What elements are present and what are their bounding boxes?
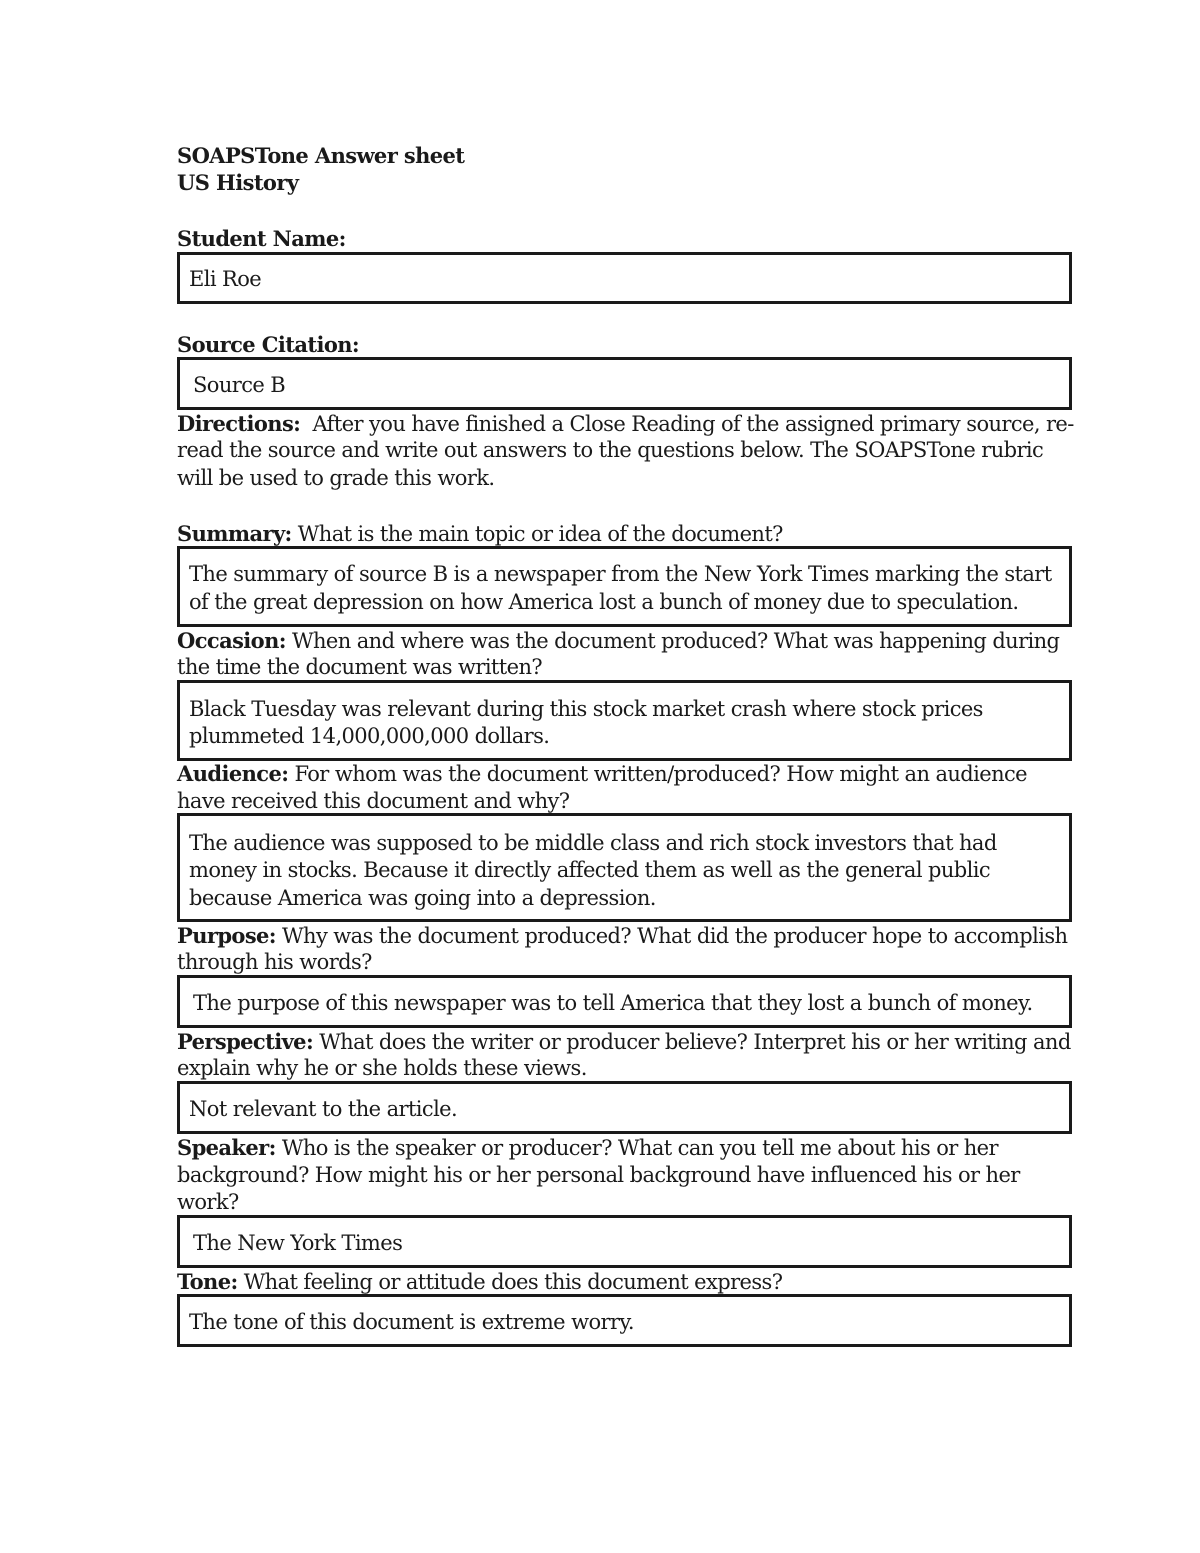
purpose-answer-field[interactable] bbox=[177, 975, 1072, 1028]
audience-answer-field[interactable] bbox=[177, 813, 1072, 922]
summary-question bbox=[177, 520, 1072, 549]
perspective-question-line-1 bbox=[177, 1028, 1072, 1057]
summary-answer-line-2: of the great depression on how America lost a bunch of money due to speculation. bbox=[189, 590, 1019, 614]
perspective-answer-line-1: Not relevant to the article. bbox=[189, 1097, 458, 1121]
perspective-question-line-2: explain why he or she holds these views. bbox=[177, 1056, 587, 1080]
perspective-label: Perspective: bbox=[177, 1029, 314, 1054]
audience-question-line-2: have received this document and why? bbox=[177, 789, 570, 813]
tone-answer-field[interactable] bbox=[177, 1294, 1072, 1347]
purpose-question-line-1 bbox=[177, 922, 1072, 951]
speaker-answer-line-1: The New York Times bbox=[193, 1231, 403, 1255]
student-name-field[interactable] bbox=[177, 252, 1072, 304]
directions-line-3: will be used to grade this work. bbox=[177, 466, 495, 490]
sheet-subject: US History bbox=[177, 170, 299, 195]
speaker-question-line-2: background? How might his or her personal background have influenced his or her bbox=[177, 1163, 1020, 1187]
directions-label: Directions: bbox=[177, 411, 301, 436]
purpose-question-line-2: through his words? bbox=[177, 950, 372, 974]
occasion-answer-field[interactable] bbox=[177, 680, 1072, 761]
tone-question-text: What feeling or attitude does this document express? bbox=[243, 1270, 783, 1294]
purpose-answer-line-1: The purpose of this newspaper was to tell America that they lost a bunch of money. bbox=[193, 991, 1033, 1015]
audience-label: Audience: bbox=[177, 761, 289, 786]
speaker-label: Speaker: bbox=[177, 1135, 276, 1160]
audience-answer-line-1: The audience was supposed to be middle class and rich stock investors that had bbox=[189, 831, 997, 855]
perspective-question-text-1: What does the writer or producer believe? Interpret his or her writing and bbox=[319, 1030, 1071, 1054]
audience-answer-line-3: because America was going into a depression. bbox=[189, 886, 656, 910]
speaker-question-line-3: work? bbox=[177, 1190, 239, 1214]
tone-answer-line-1: The tone of this document is extreme worry. bbox=[189, 1310, 634, 1334]
summary-question-text: What is the main topic or idea of the document? bbox=[297, 522, 783, 546]
tone-question bbox=[177, 1268, 1072, 1297]
occasion-question-text-1: When and where was the document produced? What was happening during bbox=[291, 629, 1060, 653]
occasion-answer-line-2: plummeted 14,000,000,000 dollars. bbox=[189, 724, 550, 748]
speaker-answer-field[interactable] bbox=[177, 1215, 1072, 1268]
purpose-question-text-1: Why was the document produced? What did the producer hope to accomplish bbox=[282, 924, 1068, 948]
source-citation-value: Source B bbox=[193, 373, 286, 397]
source-citation-field[interactable] bbox=[177, 357, 1072, 410]
summary-answer-line-1: The summary of source B is a newspaper from the New York Times marking the start bbox=[189, 562, 1052, 586]
source-citation-label: Source Citation: bbox=[177, 332, 360, 357]
audience-question-text-1: For whom was the document written/produced? How might an audience bbox=[294, 762, 1027, 786]
student-name-label: Student Name: bbox=[177, 226, 346, 251]
sheet-title: SOAPSTone Answer sheet bbox=[177, 143, 465, 168]
audience-question-line-1 bbox=[177, 760, 1072, 789]
student-name-value: Eli Roe bbox=[189, 267, 262, 291]
purpose-label: Purpose: bbox=[177, 923, 276, 948]
directions-line-1 bbox=[177, 410, 1072, 439]
tone-label: Tone: bbox=[177, 1269, 238, 1294]
summary-label: Summary: bbox=[177, 521, 292, 546]
summary-answer-field[interactable] bbox=[177, 546, 1072, 627]
directions-text-1: After you have finished a Close Reading of the assigned primary source, re- bbox=[312, 412, 1074, 436]
occasion-label: Occasion: bbox=[177, 628, 286, 653]
speaker-question-text-1: Who is the speaker or producer? What can you tell me about his or her bbox=[281, 1136, 998, 1160]
audience-answer-line-2: money in stocks. Because it directly affected them as well as the general public bbox=[189, 858, 991, 882]
occasion-question-line-1 bbox=[177, 627, 1072, 656]
perspective-answer-field[interactable] bbox=[177, 1081, 1072, 1134]
speaker-question-line-1 bbox=[177, 1134, 1072, 1163]
occasion-answer-line-1: Black Tuesday was relevant during this stock market crash where stock prices bbox=[189, 697, 983, 721]
directions-line-2: read the source and write out answers to the questions below. The SOAPSTone rubric bbox=[177, 438, 1044, 462]
occasion-question-line-2: the time the document was written? bbox=[177, 655, 543, 679]
